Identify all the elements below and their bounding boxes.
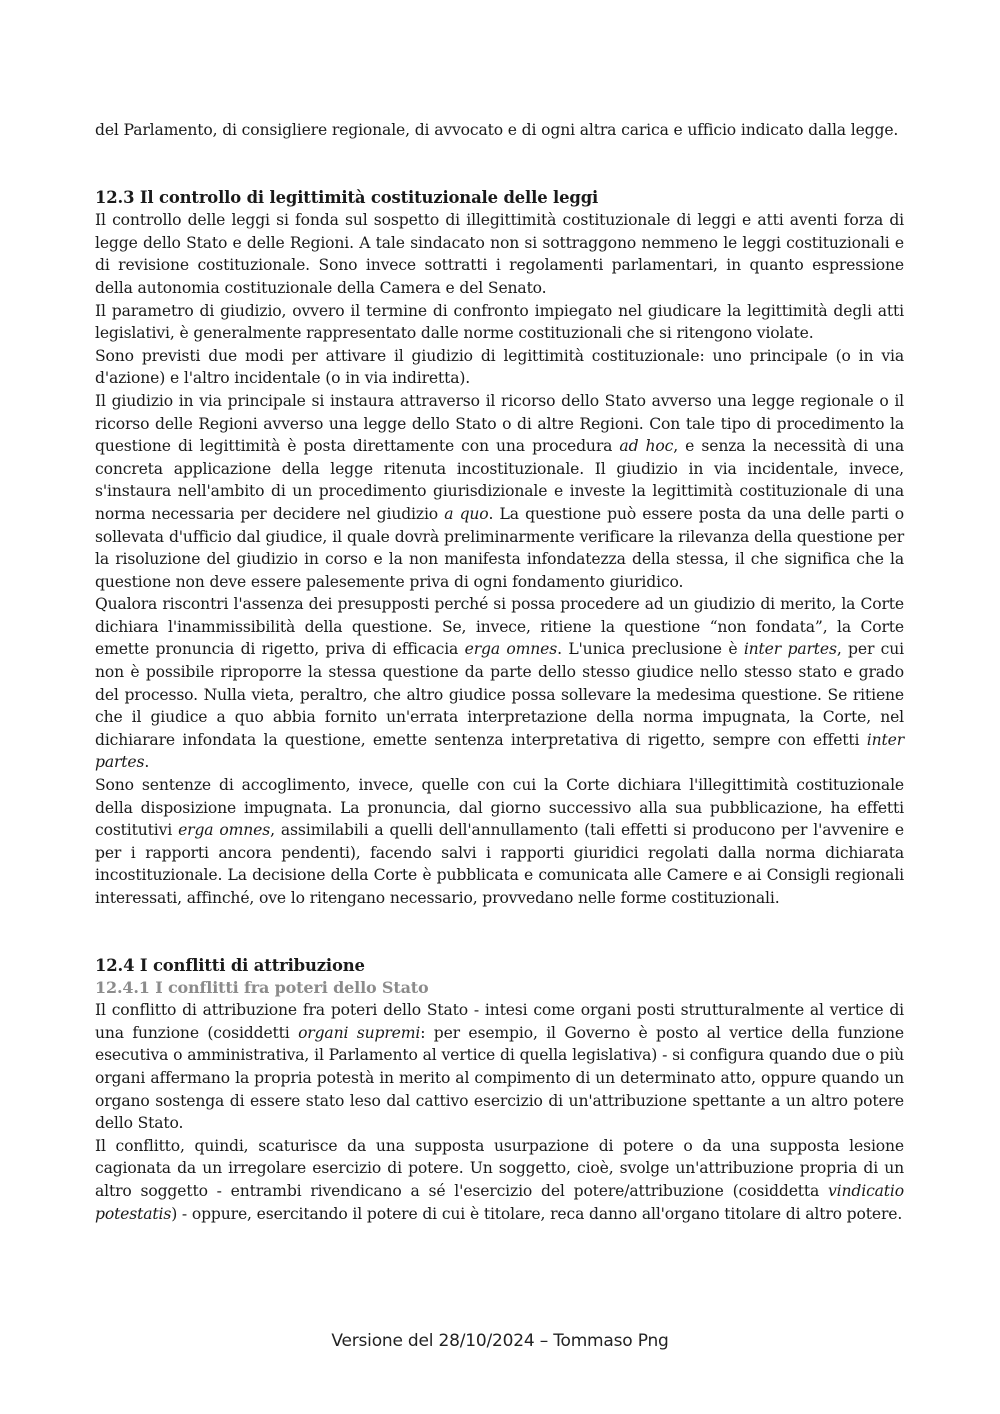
- section-heading-12-3: 12.3 Il controllo di legittimità costituzionale delle leggi: [95, 187, 599, 207]
- document-page: [95, 119, 904, 1225]
- section-spacer: [95, 142, 904, 187]
- section-heading-12-4: 12.4 I conflitti di attribuzione: [95, 955, 365, 975]
- text-run: , e senza la necessità di una concreta applicazione della legge ritenuta incostituzionale. Il giudizio in via incidentale, invece, s'instaura nell'ambito di un procedimento giurisdizionale e investe la legittimità costituzionale di una norma necessaria per decidere nel giudizio: [95, 437, 904, 523]
- paragraph-12-4-1: [95, 999, 904, 1135]
- text-run: Il conflitto, quindi, scaturisce da una supposta usurpazione di potere o da una supposta lesione cagionata da un irregolare esercizio di potere. Un soggetto, cioè, svolge un'attribuzione propria di un altro soggetto - entrambi rivendicano a sé l'esercizio del potere/attribuzione (cosiddetta: [95, 1136, 904, 1200]
- text-run: ) - oppure, esercitando il potere di cui è titolare, reca danno all'organo titolare di altro potere.: [171, 1204, 903, 1223]
- paragraph-12-3-4: [95, 390, 904, 593]
- text-run: , per cui non è possibile riproporre la stessa questione da parte dello stesso giudice nello stesso stato e grado del processo. Nulla vieta, peraltro, che altro giudice possa sollevare la medesima questione. Se ritiene che il giudice a quo abbia fornito un'errata interpretazione della norma impugnata, la Corte, nel dichiarare infondata la questione, emette sentenza interpretativa di rigetto, sempre con effetti: [95, 640, 904, 749]
- text-run: : per esempio, il Governo è posto al vertice della funzione esecutiva o amministrativa, il Parlamento al vertice di quella legislativa) - si configura quando due o più organi affermano la propria potestà in merito al compimento di un determinato atto, oppure quando un organo sostenga di essere stato leso dal cattivo esercizio di un'attribuzione spettante a un altro potere dello Stato.: [95, 1023, 904, 1133]
- italic-term: organi supremi: [298, 1023, 421, 1042]
- italic-term: erga omnes: [178, 821, 271, 840]
- italic-term: erga omnes: [464, 640, 558, 659]
- text-run: , assimilabili a quelli dell'annullamento (tali effetti si producono per l'avvenire e per i rapporti ancora pendenti), facendo salvi i rapporti giuridici regolati dalla norma dichiarata incostituzionale. La decisione della Corte è pubblicata e comunicata alle Camere e ai Consigli regionali interessati, affinché, ove lo ritengano necessario, provvedano nelle forme costituzionali.: [95, 821, 904, 907]
- italic-term: inter partes: [743, 640, 837, 659]
- paragraph-12-4-2: [95, 1135, 904, 1225]
- text-run: Qualora riscontri l'assenza dei presupposti perché si possa procedere ad un giudizio di merito, la Corte dichiara l'inammissibilità della questione. Se, invece, ritiene la questione “non fondata”, la Corte emette pronuncia di rigetto, priva di efficacia: [95, 595, 904, 659]
- text-run: Il conflitto di attribuzione fra poteri dello Stato - intesi come organi posti strutturalmente al vertice di una funzione (cosiddetti: [95, 1001, 904, 1042]
- paragraph-12-3-3: Sono previsti due modi per attivare il giudizio di legittimità costituzionale: uno principale (o in via d'azione) e l'altro incidentale (o in via indiretta).: [95, 346, 904, 388]
- text-run: Il giudizio in via principale si instaura attraverso il ricorso dello Stato avverso una legge regionale o il ricorso delle Regioni avverso una legge dello Stato o di altre Regioni. Con tale tipo di procedimento la questione di legittimità è posta direttamente con una procedura: [95, 391, 904, 456]
- text-run: . La questione può essere posta da una delle parti o sollevata d'ufficio dal giudice, il quale dovrà preliminarmente verificare la rilevanza della questione per la risoluzione del giudizio in corso e la non manifesta infondatezza della stessa, il che significa che la questione non deve essere palesemente priva di ogni fondamento giuridico.: [95, 504, 904, 591]
- subsection-heading-12-4-1: 12.4.1 I conflitti fra poteri dello Stato: [95, 978, 429, 998]
- italic-term: vindicatio potestatis: [95, 1181, 904, 1223]
- page-footer: Versione del 28/10/2024 – Tommaso Png: [331, 1331, 669, 1351]
- text-run: . L'unica preclusione è: [557, 640, 744, 659]
- paragraph-12-3-1: Il controllo delle leggi si fonda sul sospetto di illegittimità costituzionale di leggi e atti aventi forza di legge dello Stato e delle Regioni. A tale sindacato non si sottraggono nemmeno le leggi costituzionali e di revisione costituzionale. Sono invece sottratti i regolamenti parlamentari, in quanto espressione della autonomia costituzionale della Camera e del Senato.: [95, 211, 904, 297]
- italic-term: ad hoc: [619, 437, 674, 456]
- italic-term: a quo: [444, 504, 489, 523]
- text-run: .: [144, 753, 150, 772]
- paragraph-12-3-2: Il parametro di giudizio, ovvero il termine di confronto impiegato nel giudicare la legittimità degli atti legislativi, è generalmente rappresentato dalle norme costituzionali che si ritengono violate.: [95, 301, 904, 343]
- italic-term: inter partes: [95, 730, 904, 772]
- paragraph-12-3-5: [95, 593, 904, 774]
- intro-paragraph: del Parlamento, di consigliere regionale, di avvocato e di ogni altra carica e ufficio indicato dalla legge.: [95, 121, 899, 139]
- text-run: Sono sentenze di accoglimento, invece, quelle con cui la Corte dichiara l'illegittimità costituzionale della disposizione impugnata. La pronuncia, dal giorno successivo alla sua pubblicazione, ha effetti costitutivi: [95, 776, 904, 840]
- section-spacer: [95, 910, 904, 955]
- paragraph-12-3-6: [95, 774, 904, 910]
